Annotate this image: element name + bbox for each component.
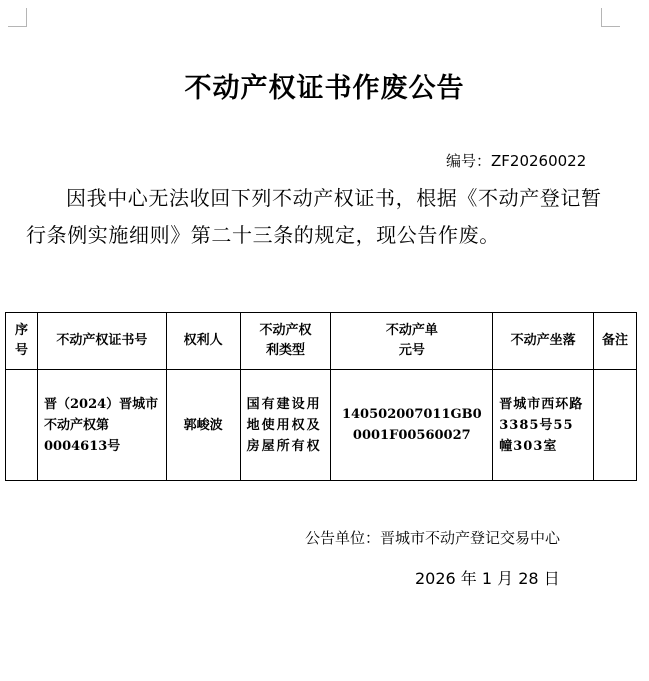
page-title: 不动产权证书作废公告 [184,73,465,104]
header-remark: 备注 [594,313,637,370]
header-seq: 序号 [6,313,38,370]
cell-location: 晋城市西环路3385号55幢303室 [493,370,594,481]
crop-mark-top-right [601,8,620,27]
issue-date: 2026 年 1 月 28 日 [415,569,560,588]
cell-remark [594,370,637,481]
header-cert-no: 不动产权证书号 [37,313,166,370]
header-location: 不动产坐落 [493,313,594,370]
table-row [6,370,637,481]
issuer-line: 公告单位：晋城市不动产登记交易中心 [305,529,561,547]
cell-owner: 郭峻波 [166,370,240,481]
header-right-type: 不动产权利类型 [240,313,331,370]
header-owner: 权利人 [166,313,240,370]
cell-unit-no: 140502007011GB00001F00560027 [331,370,493,481]
document-number: 编号：ZF20260022 [446,152,587,170]
announcement-body: 因我中心无法收回下列不动产权证书，根据《不动产登记暂行条例实施细则》第二十三条的规定，现公告作废。 [26,186,602,247]
cell-seq [6,370,38,481]
table-header-row [6,313,637,370]
crop-mark-top-left [8,8,27,27]
cell-cert-no: 晋（2024）晋城市不动产权第0004613号 [37,370,166,481]
certificate-table [5,312,637,481]
cell-right-type: 国有建设用地使用权及房屋所有权 [240,370,331,481]
header-unit-no: 不动产单元号 [331,313,493,370]
